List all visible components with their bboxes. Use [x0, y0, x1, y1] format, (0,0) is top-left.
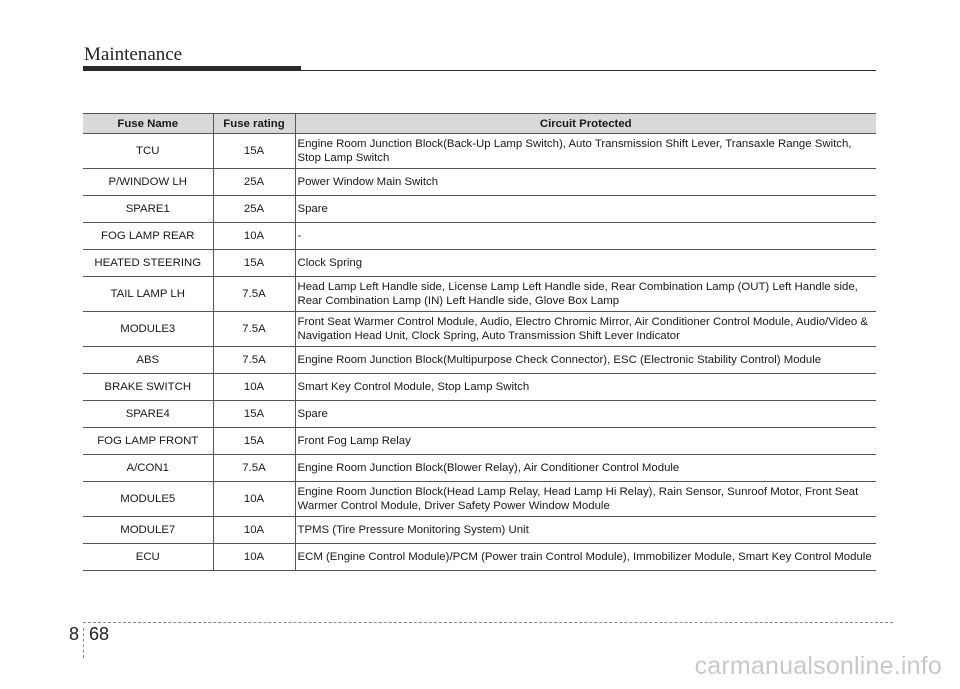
circuit-protected-cell: Spare	[295, 196, 876, 223]
table-row	[83, 312, 876, 347]
circuit-protected-cell: -	[295, 223, 876, 250]
header-rule-thin	[301, 70, 876, 71]
fuse-rating-cell: 15A	[213, 250, 295, 277]
fuse-rating-cell: 10A	[213, 223, 295, 250]
fuse-name-cell: P/WINDOW LH	[83, 169, 213, 196]
header-rule-thick	[83, 66, 301, 71]
table-row	[83, 401, 876, 428]
table-row	[83, 347, 876, 374]
fuse-rating-cell: 10A	[213, 544, 295, 571]
fuse-rating-cell: 7.5A	[213, 455, 295, 482]
table-row	[83, 277, 876, 312]
table-row	[83, 544, 876, 571]
fuse-table	[83, 113, 876, 571]
circuit-protected-cell: Head Lamp Left Handle side, License Lamp Left Handle side, Rear Combination Lamp (OUT) Left Handle side, Rear Combination Lamp (IN) Left Handle side, Glove Box Lamp	[295, 277, 876, 312]
table-row	[83, 482, 876, 517]
fuse-rating-cell: 15A	[213, 134, 295, 169]
table-row	[83, 223, 876, 250]
column-header-circuit-protected: Circuit Protected	[295, 114, 876, 134]
page-title: Maintenance	[84, 44, 183, 65]
fuse-name-cell: SPARE1	[83, 196, 213, 223]
column-header-fuse-name: Fuse Name	[83, 114, 213, 134]
watermark: carmanualsonline.info	[694, 652, 942, 680]
fuse-rating-cell: 25A	[213, 196, 295, 223]
circuit-protected-cell: Engine Room Junction Block(Back-Up Lamp Switch), Auto Transmission Shift Lever, Transaxle Range Switch, Stop Lamp Switch	[295, 134, 876, 169]
fuse-name-cell: ECU	[83, 544, 213, 571]
fuse-rating-cell: 15A	[213, 401, 295, 428]
fuse-name-cell: A/CON1	[83, 455, 213, 482]
table-row	[83, 196, 876, 223]
fuse-rating-cell: 10A	[213, 482, 295, 517]
fuse-name-cell: FOG LAMP FRONT	[83, 428, 213, 455]
table-row	[83, 455, 876, 482]
table-row	[83, 134, 876, 169]
fuse-rating-cell: 7.5A	[213, 312, 295, 347]
table-row	[83, 374, 876, 401]
fuse-name-cell: BRAKE SWITCH	[83, 374, 213, 401]
fuse-name-cell: MODULE7	[83, 517, 213, 544]
circuit-protected-cell: Engine Room Junction Block(Multipurpose Check Connector), ESC (Electronic Stability Control) Module	[295, 347, 876, 374]
fuse-rating-cell: 7.5A	[213, 277, 295, 312]
fuse-rating-cell: 15A	[213, 428, 295, 455]
table-header-row	[83, 114, 876, 134]
circuit-protected-cell: Front Seat Warmer Control Module, Audio, Electro Chromic Mirror, Air Conditioner Control Module, Audio/Video & Navigation Head Unit, Clock Spring, Auto Transmission Shift Lever Indicator	[295, 312, 876, 347]
circuit-protected-cell: ECM (Engine Control Module)/PCM (Power train Control Module), Immobilizer Module, Smart Key Control Module	[295, 544, 876, 571]
circuit-protected-cell: Spare	[295, 401, 876, 428]
fuse-name-cell: HEATED STEERING	[83, 250, 213, 277]
fuse-rating-cell: 10A	[213, 374, 295, 401]
circuit-protected-cell: TPMS (Tire Pressure Monitoring System) Unit	[295, 517, 876, 544]
circuit-protected-cell: Power Window Main Switch	[295, 169, 876, 196]
table-row	[83, 169, 876, 196]
fuse-table-body	[83, 134, 876, 571]
footer-dashed-rule	[83, 622, 893, 623]
fuse-name-cell: MODULE5	[83, 482, 213, 517]
table-row	[83, 250, 876, 277]
fuse-rating-cell: 10A	[213, 517, 295, 544]
circuit-protected-cell: Engine Room Junction Block(Blower Relay), Air Conditioner Control Module	[295, 455, 876, 482]
circuit-protected-cell: Front Fog Lamp Relay	[295, 428, 876, 455]
fuse-name-cell: ABS	[83, 347, 213, 374]
table-row	[83, 517, 876, 544]
circuit-protected-cell: Engine Room Junction Block(Head Lamp Relay, Head Lamp Hi Relay), Rain Sensor, Sunroof Motor, Front Seat Warmer Control Module, Driver Safety Power Window Module	[295, 482, 876, 517]
fuse-name-cell: TAIL LAMP LH	[83, 277, 213, 312]
circuit-protected-cell: Smart Key Control Module, Stop Lamp Switch	[295, 374, 876, 401]
chapter-number: 8	[69, 624, 80, 644]
fuse-name-cell: SPARE4	[83, 401, 213, 428]
fuse-name-cell: TCU	[83, 134, 213, 169]
fuse-name-cell: MODULE3	[83, 312, 213, 347]
fuse-rating-cell: 7.5A	[213, 347, 295, 374]
page-number: 68	[89, 624, 110, 644]
circuit-protected-cell: Clock Spring	[295, 250, 876, 277]
fuse-name-cell: FOG LAMP REAR	[83, 223, 213, 250]
footer-dashed-divider	[83, 628, 84, 658]
fuse-rating-cell: 25A	[213, 169, 295, 196]
column-header-fuse-rating: Fuse rating	[213, 114, 295, 134]
table-row	[83, 428, 876, 455]
